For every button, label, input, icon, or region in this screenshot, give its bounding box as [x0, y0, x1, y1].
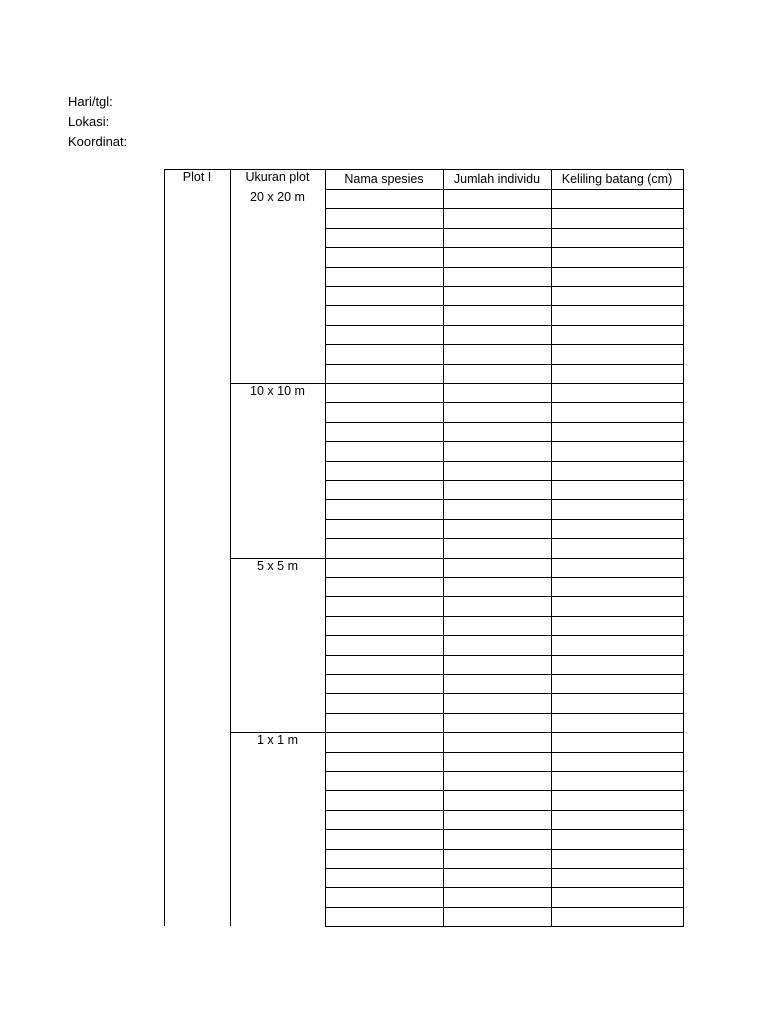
individual-count-cell[interactable]	[443, 849, 551, 868]
table-row	[325, 383, 684, 402]
table-row	[325, 228, 684, 247]
table-row	[325, 344, 684, 363]
coordinates-field[interactable]: Koordinat:	[68, 134, 128, 149]
table-row	[325, 752, 684, 771]
species-name-cell[interactable]	[325, 907, 443, 926]
table-row	[325, 849, 684, 868]
individual-count-cell[interactable]	[443, 364, 551, 383]
stem-circumference-cell[interactable]	[551, 616, 683, 635]
species-name-cell[interactable]	[325, 732, 443, 751]
stem-circumference-cell[interactable]	[551, 577, 683, 596]
stem-circumference-cell[interactable]	[551, 480, 683, 499]
species-name-cell[interactable]	[325, 267, 443, 286]
species-name-cell[interactable]	[325, 402, 443, 421]
individual-count-cell[interactable]	[443, 829, 551, 848]
column-divider	[230, 169, 231, 926]
stem-circumference-cell[interactable]	[551, 422, 683, 441]
stem-circumference-cell[interactable]	[551, 674, 683, 693]
table-row	[325, 461, 684, 480]
individual-count-cell[interactable]	[443, 228, 551, 247]
table-row	[325, 655, 684, 674]
stem-circumference-cell[interactable]	[551, 907, 683, 926]
table-row	[325, 790, 684, 809]
table-row	[325, 364, 684, 383]
table-row	[325, 247, 684, 266]
table-row	[325, 422, 684, 441]
individual-count-cell[interactable]	[443, 344, 551, 363]
table-row	[325, 305, 684, 324]
individual-count-cell[interactable]	[443, 538, 551, 557]
species-name-cell[interactable]	[325, 635, 443, 654]
table-row	[325, 325, 684, 344]
species-name-cell[interactable]	[325, 616, 443, 635]
species-name-cell[interactable]	[325, 558, 443, 577]
stem-circumference-cell[interactable]	[551, 441, 683, 460]
table-row	[325, 907, 684, 926]
individual-count-cell[interactable]	[443, 635, 551, 654]
species-name-cell[interactable]	[325, 693, 443, 712]
stem-circumference-cell[interactable]	[551, 247, 683, 266]
plot-size-column-header: Ukuran plot	[245, 170, 310, 184]
species-name-cell[interactable]	[325, 519, 443, 538]
species-name-cell[interactable]	[325, 247, 443, 266]
individual-count-cell[interactable]	[443, 286, 551, 305]
individual-count-cell[interactable]	[443, 790, 551, 809]
individual-count-cell[interactable]	[443, 519, 551, 538]
individual-count-cell[interactable]	[443, 674, 551, 693]
individual-count-cell[interactable]	[443, 208, 551, 227]
table-row	[325, 441, 684, 460]
stem-circumference-cell[interactable]	[551, 364, 683, 383]
stem-circumference-cell[interactable]	[551, 849, 683, 868]
plot-size-label: 5 x 5 m	[257, 558, 298, 573]
individual-count-cell[interactable]	[443, 732, 551, 751]
species-name-cell[interactable]	[325, 499, 443, 518]
stem-circumference-cell[interactable]	[551, 499, 683, 518]
species-name-cell[interactable]	[325, 461, 443, 480]
species-name-cell[interactable]	[325, 596, 443, 615]
individual-count-cell[interactable]	[443, 887, 551, 906]
individual-count-cell[interactable]	[443, 499, 551, 518]
stem-circumference-cell[interactable]	[551, 286, 683, 305]
individual-count-cell[interactable]	[443, 577, 551, 596]
table-row	[325, 189, 684, 208]
stem-circumference-cell[interactable]	[551, 829, 683, 848]
individual-count-cell[interactable]	[443, 189, 551, 208]
species-name-cell[interactable]	[325, 810, 443, 829]
table-row	[325, 480, 684, 499]
day-date-field[interactable]: Hari/tgl:	[68, 94, 113, 109]
stem-circumference-cell[interactable]	[551, 402, 683, 421]
species-name-cell[interactable]	[325, 325, 443, 344]
individual-count-cell[interactable]	[443, 907, 551, 926]
individual-count-cell[interactable]	[443, 247, 551, 266]
species-name-cell[interactable]	[325, 364, 443, 383]
stem-circumference-cell[interactable]	[551, 189, 683, 208]
stem-circumference-cell[interactable]	[551, 208, 683, 227]
table-row	[325, 286, 684, 305]
individual-count-cell[interactable]	[443, 422, 551, 441]
stem-circumference-cell[interactable]	[551, 887, 683, 906]
table-row	[325, 829, 684, 848]
plot-size-label: 1 x 1 m	[257, 733, 298, 748]
individual-count-cell[interactable]	[443, 305, 551, 324]
individual-count-column-header: Jumlah individu	[453, 172, 541, 186]
individual-count-cell[interactable]	[443, 868, 551, 887]
table-border-left	[164, 169, 165, 926]
individual-count-cell[interactable]	[443, 655, 551, 674]
stem-circumference-cell[interactable]	[551, 596, 683, 615]
species-name-cell[interactable]	[325, 189, 443, 208]
species-name-cell[interactable]	[325, 868, 443, 887]
individual-count-cell[interactable]	[443, 693, 551, 712]
individual-count-cell[interactable]	[443, 441, 551, 460]
stem-circumference-cell[interactable]	[551, 713, 683, 732]
stem-circumference-cell[interactable]	[551, 868, 683, 887]
individual-count-cell[interactable]	[443, 713, 551, 732]
species-name-cell[interactable]	[325, 208, 443, 227]
species-name-cell[interactable]	[325, 771, 443, 790]
species-name-cell[interactable]	[325, 441, 443, 460]
stem-circumference-cell[interactable]	[551, 810, 683, 829]
table-row	[325, 635, 684, 654]
table-row	[325, 208, 684, 227]
table-row	[325, 674, 684, 693]
individual-count-cell[interactable]	[443, 325, 551, 344]
stem-circumference-cell[interactable]	[551, 461, 683, 480]
species-name-cell[interactable]	[325, 674, 443, 693]
species-name-cell[interactable]	[325, 344, 443, 363]
species-name-cell[interactable]	[325, 305, 443, 324]
row-divider	[325, 926, 684, 927]
species-name-cell[interactable]	[325, 577, 443, 596]
plot-column-header: Plot I	[182, 170, 212, 184]
stem-circumference-cell[interactable]	[551, 693, 683, 712]
stem-circumference-cell[interactable]	[551, 790, 683, 809]
species-name-cell[interactable]	[325, 829, 443, 848]
table-row	[325, 538, 684, 557]
individual-count-cell[interactable]	[443, 558, 551, 577]
species-name-cell[interactable]	[325, 887, 443, 906]
table-row	[325, 810, 684, 829]
stem-circumference-cell[interactable]	[551, 732, 683, 751]
stem-circumference-cell[interactable]	[551, 558, 683, 577]
table-row	[325, 868, 684, 887]
stem-circumference-cell[interactable]	[551, 771, 683, 790]
stem-circumference-cell[interactable]	[551, 519, 683, 538]
stem-circumference-cell[interactable]	[551, 305, 683, 324]
species-name-cell[interactable]	[325, 713, 443, 732]
plot-size-label: 10 x 10 m	[250, 384, 305, 398]
species-name-cell[interactable]	[325, 790, 443, 809]
individual-count-cell[interactable]	[443, 267, 551, 286]
species-name-cell[interactable]	[325, 655, 443, 674]
individual-count-cell[interactable]	[443, 480, 551, 499]
species-name-cell[interactable]	[325, 286, 443, 305]
table-row	[325, 519, 684, 538]
species-name-cell[interactable]	[325, 383, 443, 402]
stem-circumference-cell[interactable]	[551, 383, 683, 402]
stem-circumference-cell[interactable]	[551, 344, 683, 363]
table-row	[325, 887, 684, 906]
table-row	[325, 616, 684, 635]
plot-size-label: 20 x 20 m	[250, 190, 305, 204]
stem-circumference-column-header: Keliling batang (cm)	[561, 172, 673, 186]
species-name-cell[interactable]	[325, 228, 443, 247]
individual-count-cell[interactable]	[443, 461, 551, 480]
table-row	[325, 577, 684, 596]
species-name-cell[interactable]	[325, 480, 443, 499]
vegetation-survey-table	[164, 169, 684, 927]
table-row	[325, 771, 684, 790]
species-name-cell[interactable]	[325, 538, 443, 557]
individual-count-cell[interactable]	[443, 810, 551, 829]
individual-count-cell[interactable]	[443, 752, 551, 771]
table-row	[325, 732, 684, 751]
species-name-cell[interactable]	[325, 752, 443, 771]
species-name-column-header: Nama spesies	[344, 172, 424, 186]
individual-count-cell[interactable]	[443, 596, 551, 615]
stem-circumference-cell[interactable]	[551, 655, 683, 674]
table-row	[325, 596, 684, 615]
table-row	[325, 402, 684, 421]
individual-count-cell[interactable]	[443, 383, 551, 402]
individual-count-cell[interactable]	[443, 771, 551, 790]
table-row	[325, 558, 684, 577]
stem-circumference-cell[interactable]	[551, 538, 683, 557]
table-row	[325, 713, 684, 732]
stem-circumference-cell[interactable]	[551, 635, 683, 654]
table-row	[325, 499, 684, 518]
stem-circumference-cell[interactable]	[551, 267, 683, 286]
table-row	[325, 693, 684, 712]
stem-circumference-cell[interactable]	[551, 228, 683, 247]
survey-header	[68, 92, 127, 152]
species-name-cell[interactable]	[325, 422, 443, 441]
table-row	[325, 267, 684, 286]
location-field[interactable]: Lokasi:	[68, 114, 110, 129]
species-name-cell[interactable]	[325, 849, 443, 868]
stem-circumference-cell[interactable]	[551, 752, 683, 771]
individual-count-cell[interactable]	[443, 616, 551, 635]
individual-count-cell[interactable]	[443, 402, 551, 421]
stem-circumference-cell[interactable]	[551, 325, 683, 344]
